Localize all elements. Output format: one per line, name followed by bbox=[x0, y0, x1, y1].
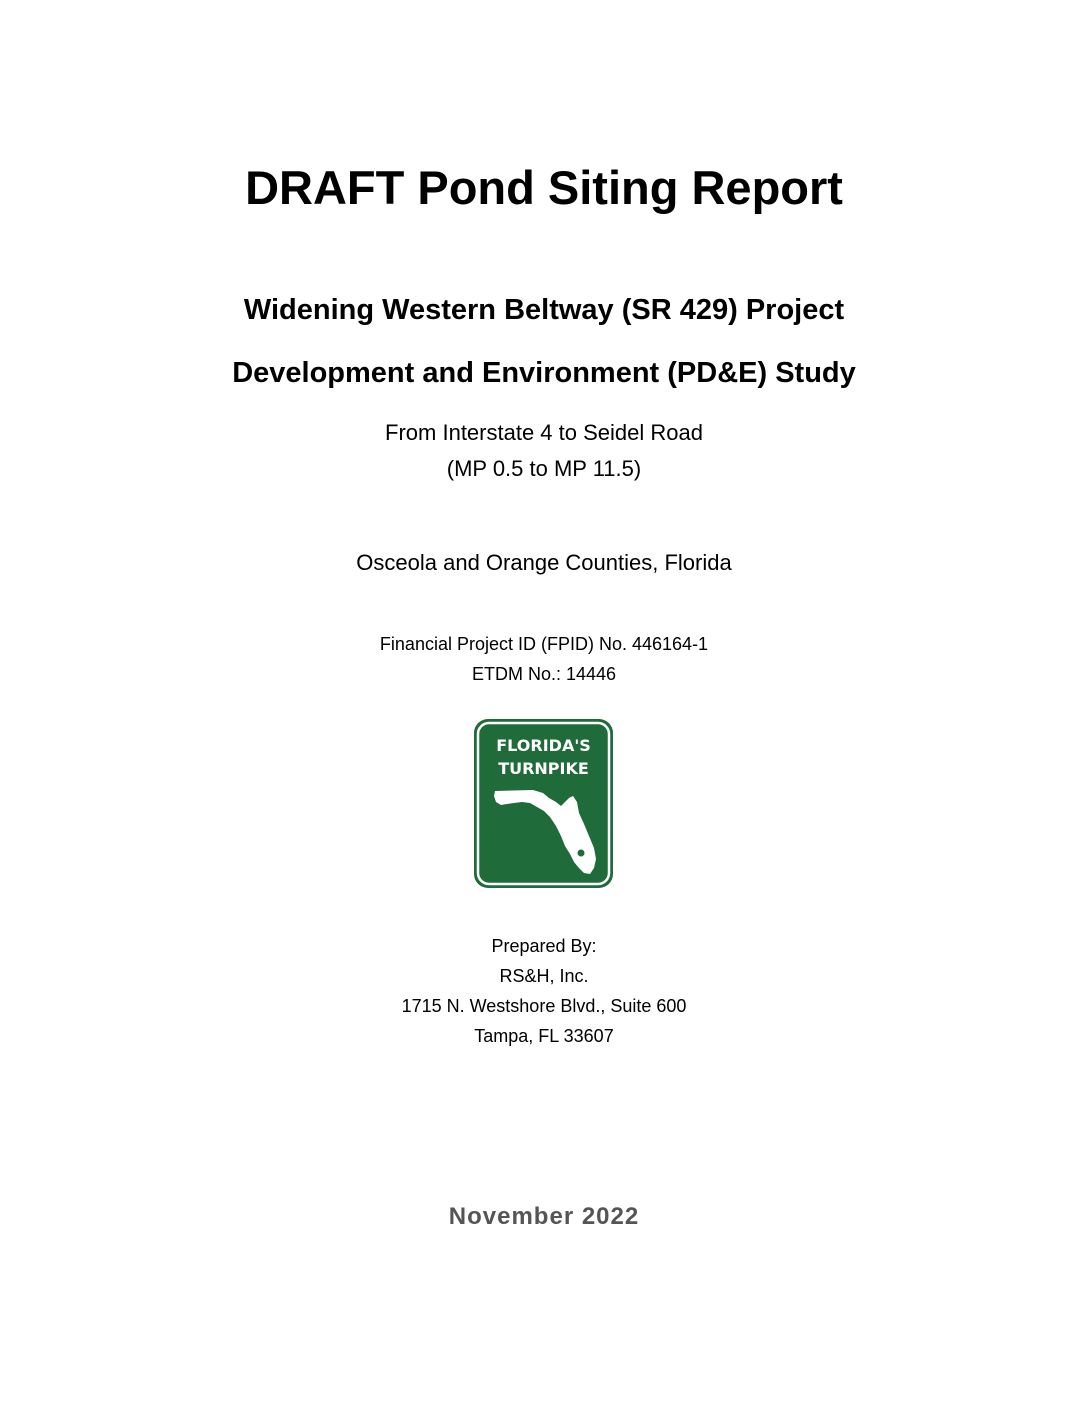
fpid-number: Financial Project ID (FPID) No. 446164-1 bbox=[379, 634, 709, 654]
project-location: Osceola and Orange Counties, Florida bbox=[356, 550, 732, 575]
report-date: November 2022 bbox=[448, 1203, 640, 1230]
milepost-range: (MP 0.5 to MP 11.5) bbox=[446, 456, 642, 481]
study-name: Development and Environment (PD&E) Study bbox=[232, 357, 856, 389]
prepared-by-label: Prepared By: bbox=[491, 936, 597, 956]
logo-text-line2: TURNPIKE bbox=[498, 759, 589, 778]
project-limits: From Interstate 4 to Seidel Road bbox=[385, 420, 703, 445]
etdm-number: ETDM No.: 14446 bbox=[471, 664, 617, 684]
preparer-name: RS&H, Inc. bbox=[499, 966, 589, 986]
report-title: DRAFT Pond Siting Report bbox=[245, 161, 843, 214]
floridas-turnpike-logo bbox=[473, 718, 614, 889]
preparer-city-state-zip: Tampa, FL 33607 bbox=[474, 1026, 614, 1046]
project-name: Widening Western Beltway (SR 429) Project bbox=[243, 294, 845, 326]
logo-text-line1: FLORIDA'S bbox=[496, 736, 591, 755]
preparer-street-address: 1715 N. Westshore Blvd., Suite 600 bbox=[401, 996, 687, 1016]
